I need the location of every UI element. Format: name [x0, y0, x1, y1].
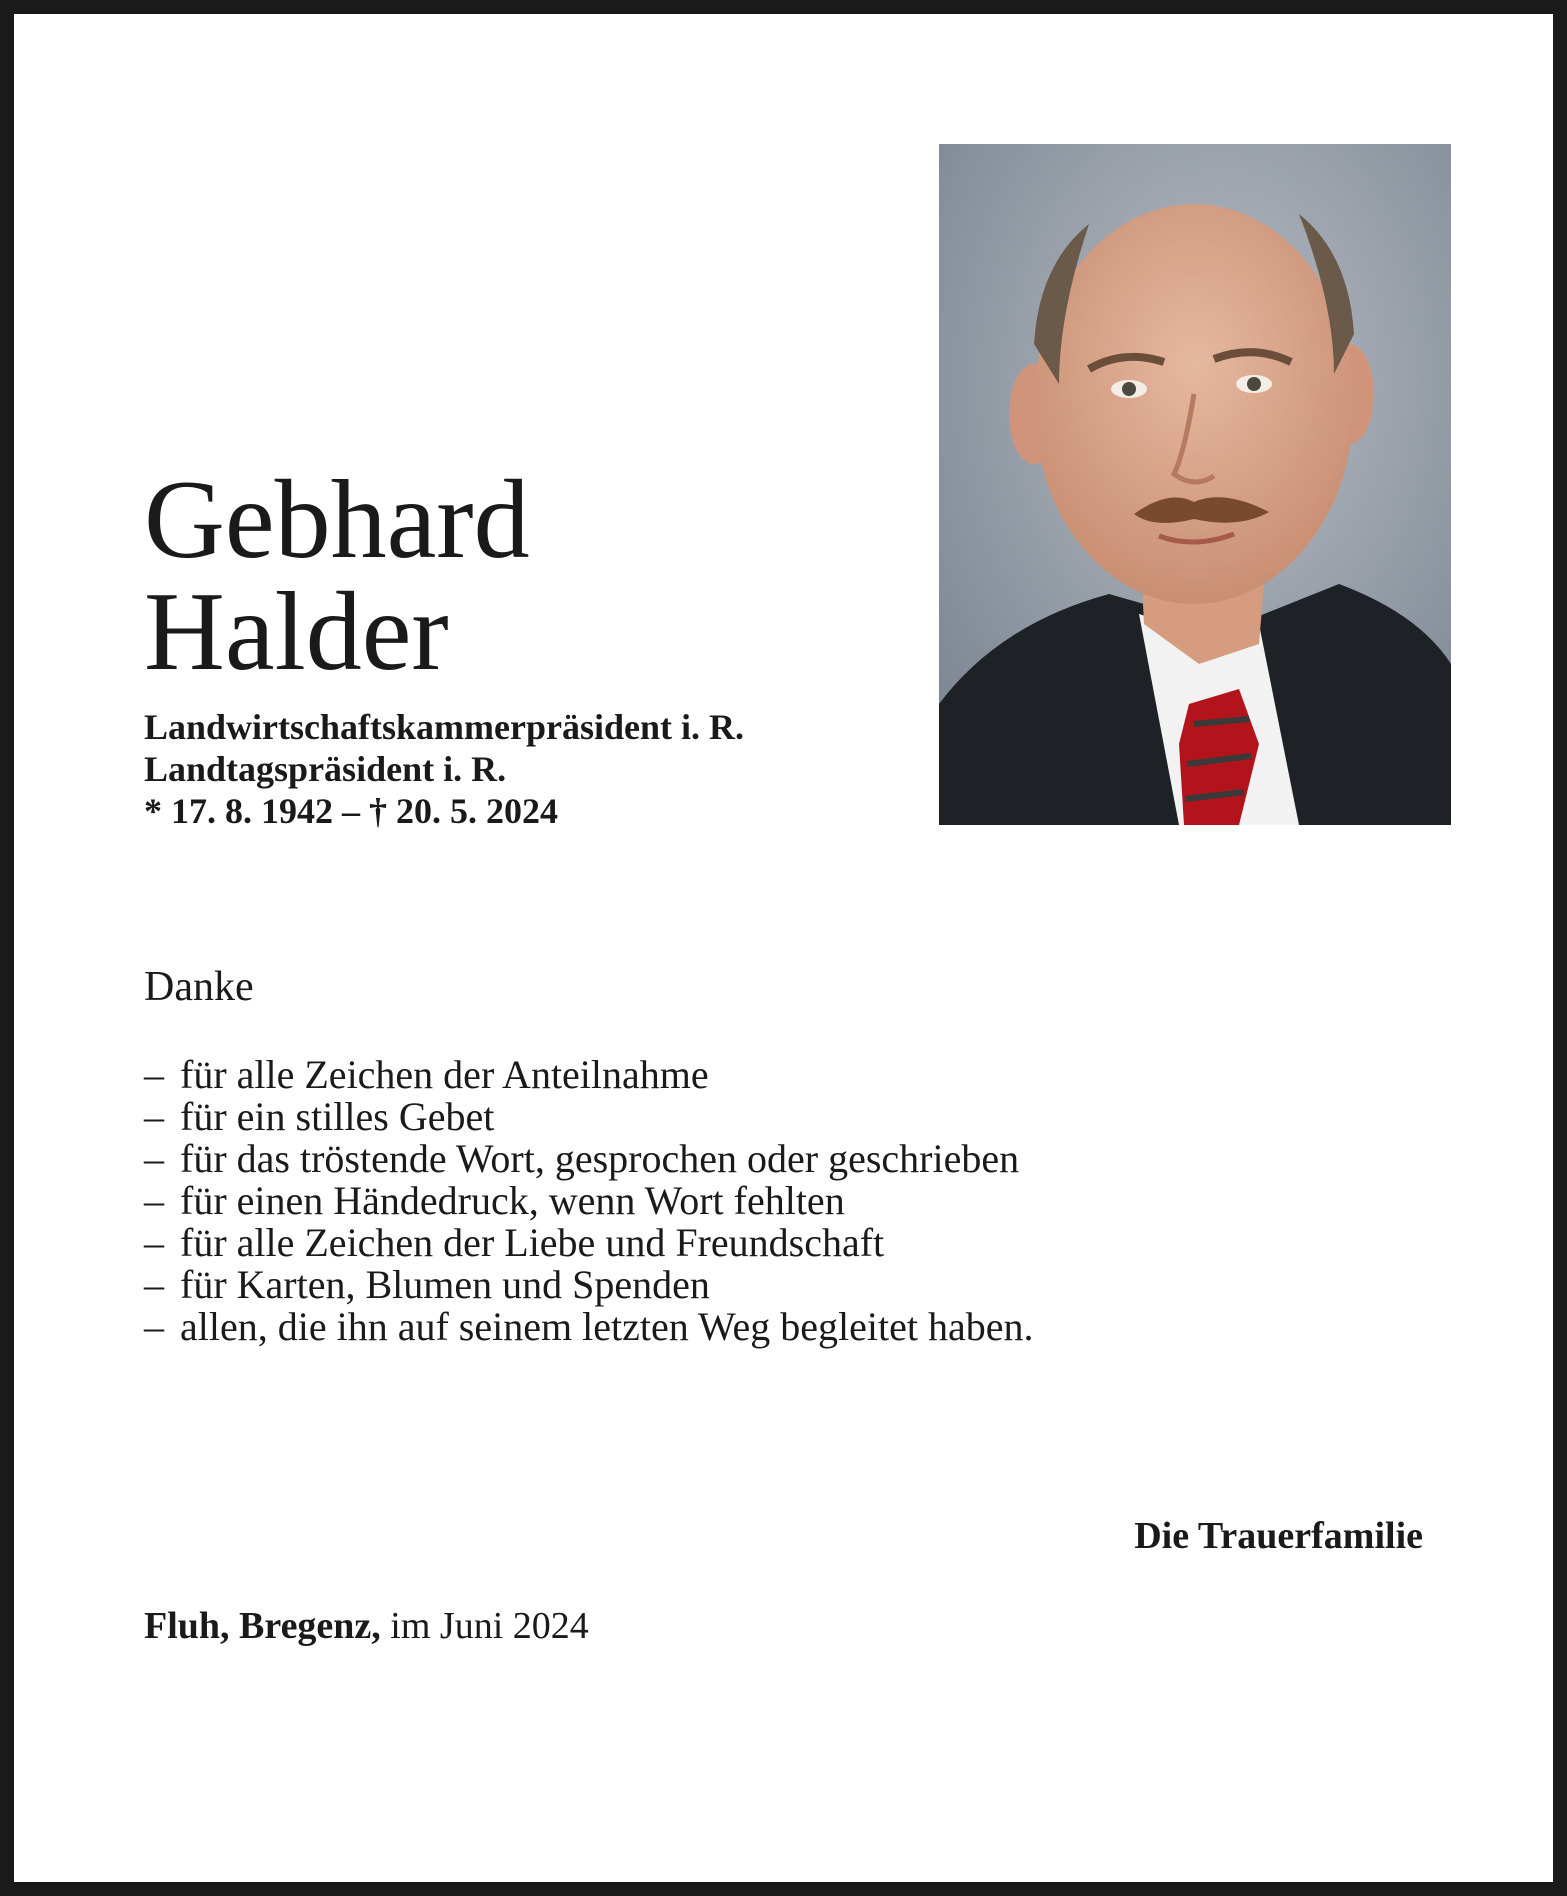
- life-dates: * 17. 8. 1942 – † 20. 5. 2024: [144, 791, 558, 831]
- dash-bullet: –: [144, 1136, 164, 1181]
- dash-bullet: –: [144, 1052, 164, 1097]
- list-item-text: für das tröstende Wort, gesprochen oder geschrieben: [180, 1136, 1020, 1181]
- portrait-illustration: [939, 144, 1451, 825]
- list-item: [144, 1180, 1034, 1222]
- list-item: [144, 1306, 1034, 1348]
- portrait-photo: [939, 144, 1451, 825]
- dash-bullet: –: [144, 1178, 164, 1223]
- place-date: [144, 1604, 589, 1648]
- first-name: Gebhard: [144, 458, 530, 582]
- place-name: Fluh, Bregenz,: [144, 1605, 381, 1647]
- list-item: [144, 1264, 1034, 1306]
- list-item-text: für einen Händedruck, wenn Wort fehlten: [180, 1178, 845, 1223]
- last-name: Halder: [144, 570, 449, 694]
- place-date-text: im Juni 2024: [380, 1605, 589, 1647]
- title-line-1: Landwirtschaftskammerpräsident i. R.: [144, 707, 744, 747]
- thanks-heading: Danke: [144, 964, 254, 1010]
- title-line-2: Landtagspräsident i. R.: [144, 749, 507, 789]
- deceased-name: [144, 458, 530, 694]
- dash-bullet: –: [144, 1094, 164, 1139]
- thanks-list: [144, 1054, 1034, 1348]
- list-item: [144, 1138, 1034, 1180]
- dash-bullet: –: [144, 1220, 164, 1265]
- list-item: [144, 1096, 1034, 1138]
- list-item-text: für ein stilles Gebet: [180, 1094, 495, 1139]
- list-item-text: für Karten, Blumen und Spenden: [180, 1262, 710, 1307]
- list-item-text: für alle Zeichen der Anteilnahme: [180, 1052, 709, 1097]
- list-item-text: für alle Zeichen der Liebe und Freundschaft: [180, 1220, 885, 1265]
- list-item: [144, 1222, 1034, 1264]
- dash-bullet: –: [144, 1262, 164, 1307]
- list-item: [144, 1054, 1034, 1096]
- list-item-text: allen, die ihn auf seinem letzten Weg begleitet haben.: [180, 1304, 1034, 1349]
- dash-bullet: –: [144, 1304, 164, 1349]
- deceased-titles: [144, 706, 744, 832]
- signature: Die Trauerfamilie: [1134, 1515, 1423, 1557]
